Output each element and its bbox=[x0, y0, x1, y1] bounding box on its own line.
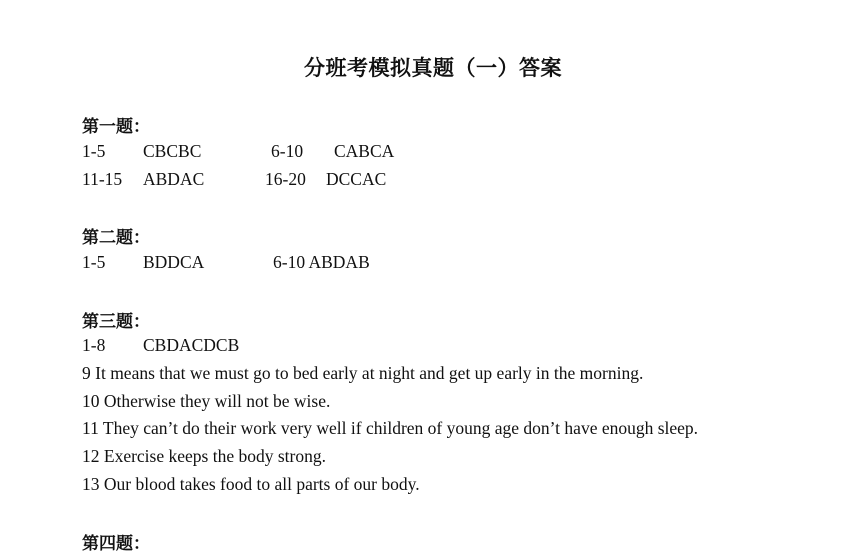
answer-string: BDDCA bbox=[143, 252, 205, 272]
range-label: 6-10 bbox=[271, 141, 304, 161]
section-3-answer-9: 9 It means that we must go to bed early at night and get up early in the morning. bbox=[82, 363, 644, 383]
section-3-answer-12: 12 Exercise keeps the body strong. bbox=[82, 446, 326, 466]
section-4-heading: 第四题： bbox=[82, 534, 150, 554]
range-answer-string: 6-10 ABDAB bbox=[273, 252, 370, 272]
answer-string: CBCBC bbox=[143, 141, 202, 161]
range-label: 1-5 bbox=[82, 252, 106, 272]
answer-string: CABCA bbox=[334, 141, 395, 161]
range-label: 16-20 bbox=[265, 169, 306, 189]
section-1-heading: 第一题： bbox=[82, 117, 150, 137]
answer-string: DCCAC bbox=[326, 169, 387, 189]
range-label: 1-8 bbox=[82, 335, 106, 355]
section-3-heading: 第三题： bbox=[82, 312, 150, 332]
range-label: 11-15 bbox=[82, 169, 123, 189]
range-label: 1-5 bbox=[82, 141, 106, 161]
section-3-answer-13: 13 Our blood takes food to all parts of our body. bbox=[82, 474, 420, 494]
page-title: 分班考模拟真题（一）答案 bbox=[304, 56, 562, 80]
section-3-answer-10: 10 Otherwise they will not be wise. bbox=[82, 391, 331, 411]
answer-string: CBDACDCB bbox=[143, 335, 240, 355]
section-3-answer-11: 11 They can’t do their work very well if children of young age don’t have enough sleep. bbox=[82, 418, 699, 438]
answer-string: ABDAC bbox=[143, 169, 205, 189]
section-2-heading: 第二题： bbox=[82, 228, 150, 248]
